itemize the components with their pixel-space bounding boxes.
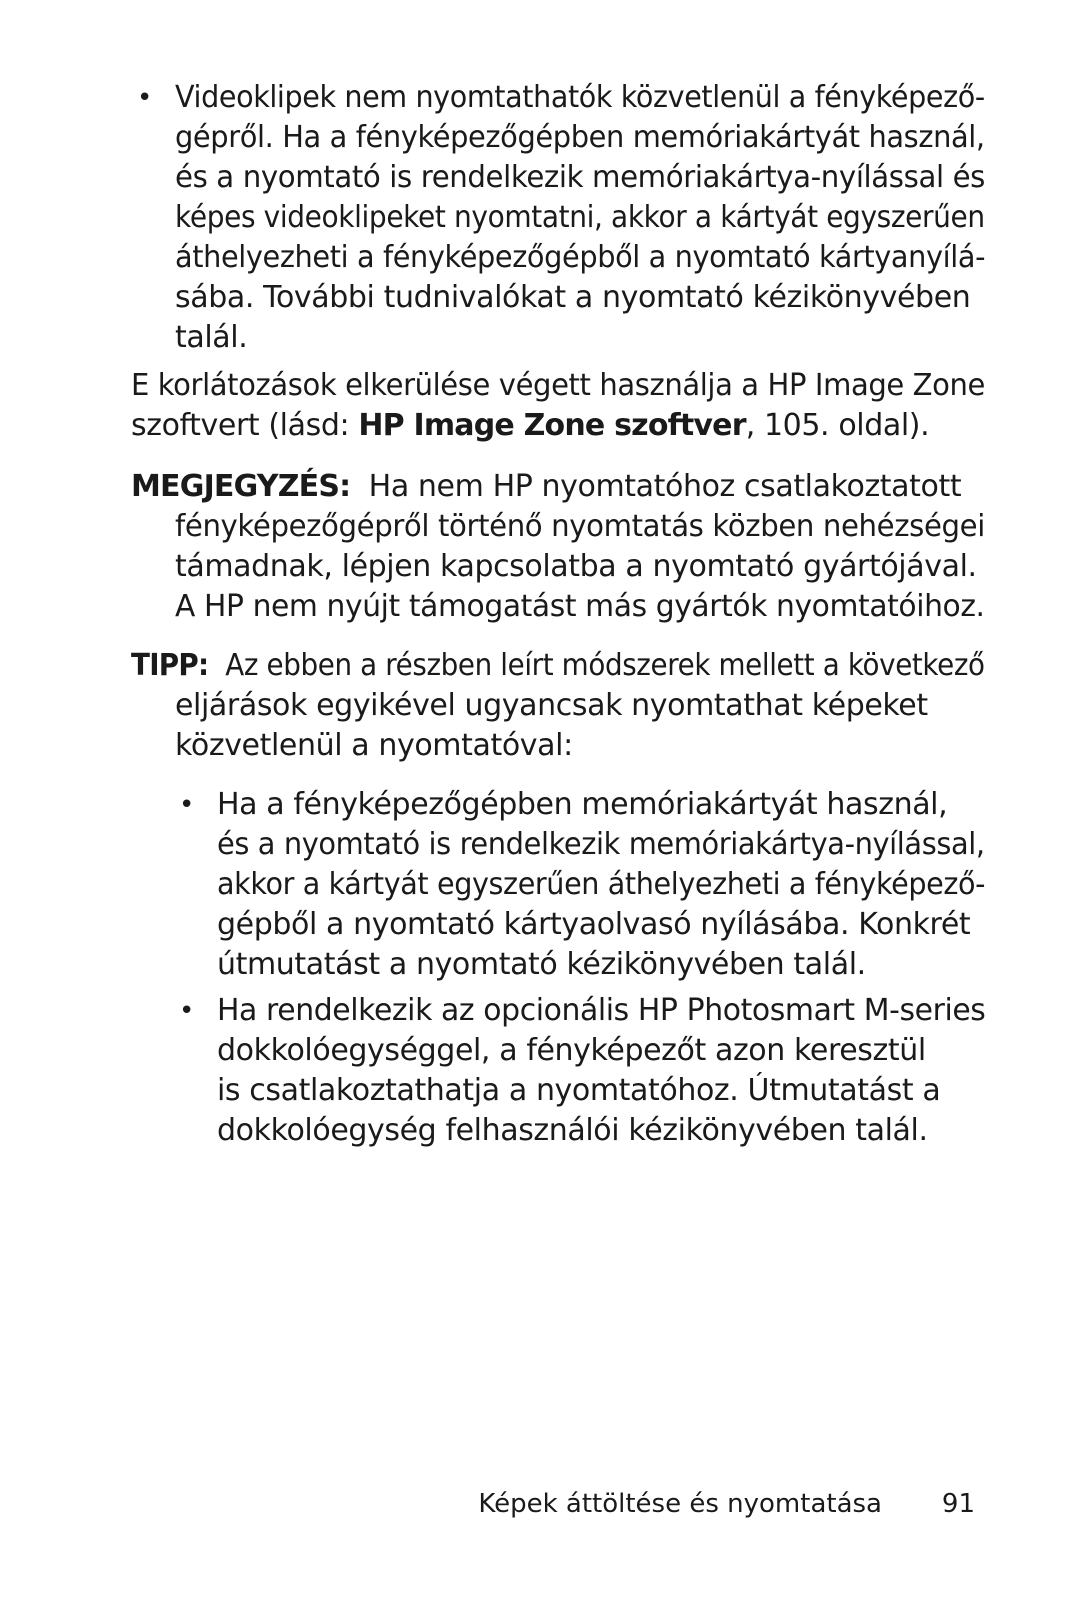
paragraph-line (131, 467, 961, 507)
paragraph-line: Videoklipek nem nyomtathatók közvetlenül a fényképező- (175, 80, 985, 115)
bullet-marker: • (137, 83, 153, 113)
paragraph-line: közvetlenül a nyomtatóval: (175, 728, 573, 763)
cross-reference-link[interactable]: HP Image Zone szoftver (358, 408, 746, 443)
text-span: Az ebben a részben leírt módszerek mellett a következő (225, 648, 985, 683)
paragraph-line: támadnak, lépjen kapcsolatba a nyomtató gyártójával. (175, 549, 977, 584)
paragraph-line: dokkolóegységgel, a fényképezőt azon keresztül (217, 1033, 926, 1068)
page-number: 91 (941, 1489, 975, 1519)
paragraph-line (131, 406, 929, 446)
paragraph-line: sába. További tudnivalókat a nyomtató kézikönyvében (175, 280, 971, 315)
paragraph-line: eljárások egyikével ugyancsak nyomtathat képeket (175, 688, 928, 723)
tip-label: TIPP: (131, 648, 209, 683)
footer-section-title: Képek áttöltése és nyomtatása (478, 1489, 882, 1519)
paragraph-line: és a nyomtató is rendelkezik memóriakártya-nyílással és (175, 160, 985, 195)
paragraph-line: akkor a kártyát egyszerűen áthelyezheti a fényképező- (217, 867, 986, 902)
bullet-marker: • (179, 996, 195, 1026)
paragraph-line: A HP nem nyújt támogatást más gyártók nyomtatóihoz. (175, 589, 985, 624)
paragraph-line: útmutatást a nyomtató kézikönyvében talál. (217, 947, 866, 982)
note-label: MEGJEGYZÉS: (131, 469, 351, 504)
paragraph-line: E korlátozások elkerülése végett használja a HP Image Zone (131, 368, 986, 403)
paragraph-line: is csatlakoztathatja a nyomtatóhoz. Útmutatást a (217, 1073, 941, 1108)
paragraph-line: áthelyezheti a fényképezőgépből a nyomtató kártyanyílá- (175, 240, 986, 275)
paragraph-line: fényképezőgépről történő nyomtatás közben nehézségei (175, 509, 985, 544)
bullet-marker: • (179, 790, 195, 820)
text-span: szoftvert (lásd: (131, 408, 359, 443)
paragraph-line: Ha rendelkezik az opcionális HP Photosmart M-series (217, 993, 986, 1028)
paragraph-line: képes videoklipeket nyomtatni, akkor a kártyát egyszerűen (175, 200, 985, 235)
paragraph-line: dokkolóegység felhasználói kézikönyvében talál. (217, 1113, 928, 1148)
text-span: Ha nem HP nyomtatóhoz csatlakoztatott (368, 469, 962, 504)
paragraph-line: és a nyomtató is rendelkezik memóriakártya-nyílással, (217, 827, 985, 862)
paragraph-line (131, 646, 985, 686)
paragraph-line: gépből a nyomtató kártyaolvasó nyílásába. Konkrét (217, 907, 971, 942)
paragraph-line: Ha a fényképezőgépben memóriakártyát használ, (217, 787, 948, 822)
paragraph-line: gépről. Ha a fényképezőgépben memóriakártyát használ, (175, 120, 985, 155)
text-span: , 105. oldal). (745, 408, 930, 443)
paragraph-line: talál. (175, 320, 248, 355)
